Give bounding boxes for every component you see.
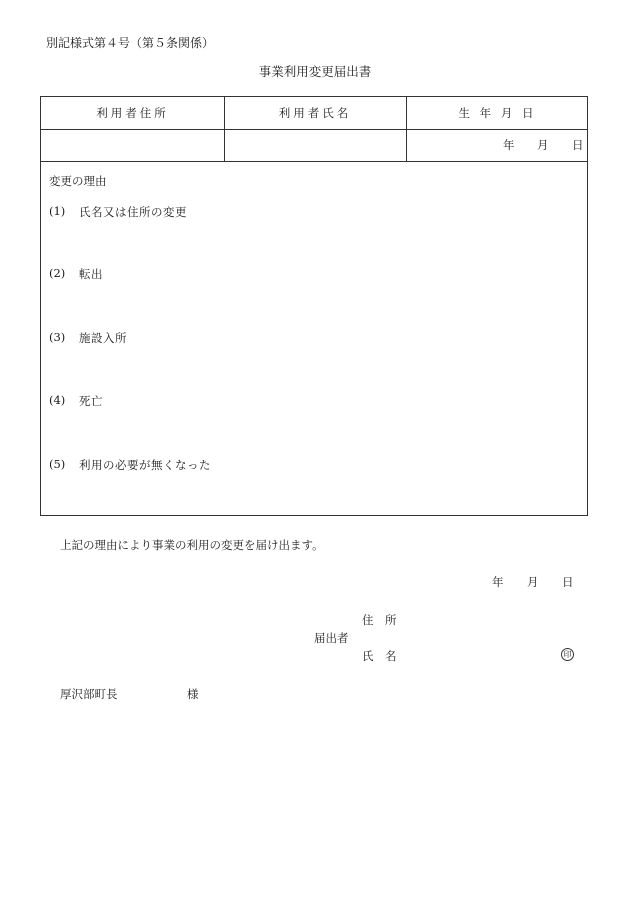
- form-table: [40, 96, 588, 516]
- reason-section-title: 変更の理由: [49, 174, 107, 188]
- declaration-text: 上記の理由により事業の利用の変更を届け出ます。: [60, 538, 324, 552]
- reason-number: (2): [49, 266, 66, 280]
- document-title: 事業利用変更届出書: [258, 64, 372, 79]
- birth-month-unit: 月: [537, 138, 549, 152]
- submission-day-unit: 日: [562, 575, 574, 589]
- reason-facility-admission: 施設入所: [79, 331, 127, 345]
- reason-move-out: 転出: [79, 267, 103, 281]
- header-user-name: 利用者氏名: [278, 106, 352, 120]
- applicant-name-label: 氏 名: [362, 649, 397, 663]
- reason-name-address-change: 氏名又は住所の変更: [79, 205, 187, 219]
- reason-number: (5): [49, 457, 66, 471]
- submission-year-unit: 年: [492, 575, 504, 589]
- reason-number: (1): [49, 204, 66, 218]
- reason-death: 死亡: [79, 394, 103, 408]
- addressee-honorific: 様: [187, 687, 199, 701]
- seal-icon: 印: [561, 648, 574, 661]
- birth-day-unit: 日: [572, 138, 584, 152]
- submission-month-unit: 月: [527, 575, 539, 589]
- reason-no-longer-needed: 利用の必要が無くなった: [79, 458, 211, 472]
- form-code: 別記様式第４号（第５条関係）: [46, 36, 215, 50]
- addressee: 厚沢部町長: [60, 687, 118, 701]
- applicant-address-label: 住 所: [362, 613, 397, 627]
- birth-year-unit: 年: [503, 138, 515, 152]
- header-birth-date: 生 年 月 日: [458, 106, 537, 120]
- reason-number: (4): [49, 393, 66, 407]
- table-row-divider: [41, 161, 587, 162]
- reason-number: (3): [49, 330, 66, 344]
- applicant-role-label: 届出者: [314, 631, 349, 645]
- header-user-address: 利用者住所: [96, 106, 169, 120]
